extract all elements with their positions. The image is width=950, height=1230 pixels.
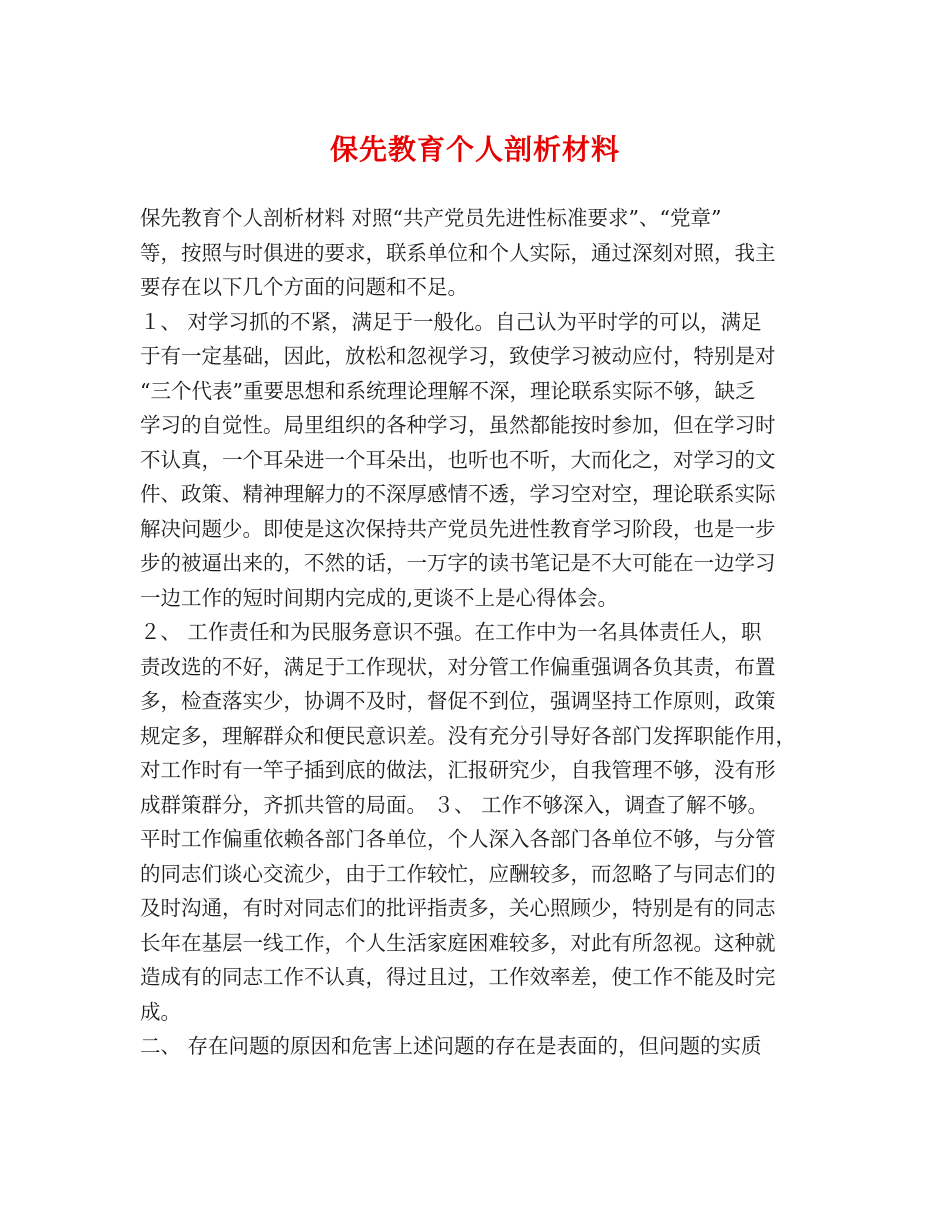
body-line: ２、 工作责任和为民服务意识不强。在工作中为一名具体责任人，职 bbox=[140, 620, 762, 644]
body-line: 保先教育个人剖析材料 对照“共产党员先进性标准要求”、“党章” bbox=[140, 206, 722, 230]
body-line: 及时沟通，有时对同志们的批评指责多，关心照顾少，特别是有的同志 bbox=[140, 896, 776, 920]
body-line: 规定多，理解群众和便民意识差。没有充分引导好各部门发挥职能作用， bbox=[140, 723, 796, 748]
body-line: 平时工作偏重依赖各部门各单位，个人深入各部门各单位不够，与分管 bbox=[140, 827, 776, 851]
body-line: 不认真，一个耳朵进一个耳朵出，也听也不听，大而化之，对学习的文 bbox=[140, 447, 776, 472]
body-line: 解决问题少。即使是这次保持共产党员先进性教育学习阶段，也是一步 bbox=[140, 516, 776, 541]
document-title: 保先教育个人剖析材料 bbox=[329, 133, 620, 166]
body-line: 责改选的不好，满足于工作现状，对分管工作偏重强调各负其责，布置 bbox=[140, 654, 776, 679]
body-line: 等，按照与时俱进的要求，联系单位和个人实际，通过深刻对照，我主 bbox=[140, 240, 776, 265]
document-body bbox=[140, 201, 830, 1064]
body-line: 成群策群分，齐抓共管的局面。 ３、 工作不够深入，调查了解不够。 bbox=[140, 792, 769, 817]
body-line: 学习的自觉性。局里组织的各种学习，虽然都能按时参加，但在学习时 bbox=[140, 413, 776, 437]
body-line: 成。 bbox=[140, 999, 181, 1024]
body-line: １、 对学习抓的不紧，满足于一般化。自己认为平时学的可以，满足 bbox=[140, 309, 762, 334]
body-line: 一边工作的短时间期内完成的,更谈不上是心得体会。 bbox=[140, 585, 619, 610]
body-line: 要存在以下几个方面的问题和不足。 bbox=[140, 275, 468, 299]
body-line: 的同志们谈心交流少，由于工作较忙，应酬较多，而忽略了与同志们的 bbox=[140, 861, 776, 886]
body-line: 于有一定基础，因此，放松和忽视学习，致使学习被动应付，特别是对 bbox=[140, 344, 776, 368]
body-line: “三个代表”重要思想和系统理论理解不深，理论联系实际不够，缺乏 bbox=[140, 378, 756, 403]
body-line: 二、 存在问题的原因和危害上述问题的存在是表面的，但问题的实质 bbox=[140, 1034, 762, 1058]
body-line: 多，检查落实少，协调不及时，督促不到位，强调坚持工作原则，政策 bbox=[140, 689, 776, 713]
body-line: 件、政策、精神理解力的不深厚感情不透，学习空对空，理论联系实际 bbox=[140, 482, 776, 506]
body-line: 长年在基层一线工作，个人生活家庭困难较多，对此有所忽视。这种就 bbox=[140, 930, 776, 955]
body-line: 对工作时有一竿子插到底的做法，汇报研究少，自我管理不够，没有形 bbox=[140, 758, 776, 782]
body-line: 造成有的同志工作不认真，得过且过，工作效率差，使工作不能及时完 bbox=[140, 965, 776, 989]
body-line: 步的被逼出来的，不然的话，一万字的读书笔记是不大可能在一边学习 bbox=[140, 551, 776, 575]
